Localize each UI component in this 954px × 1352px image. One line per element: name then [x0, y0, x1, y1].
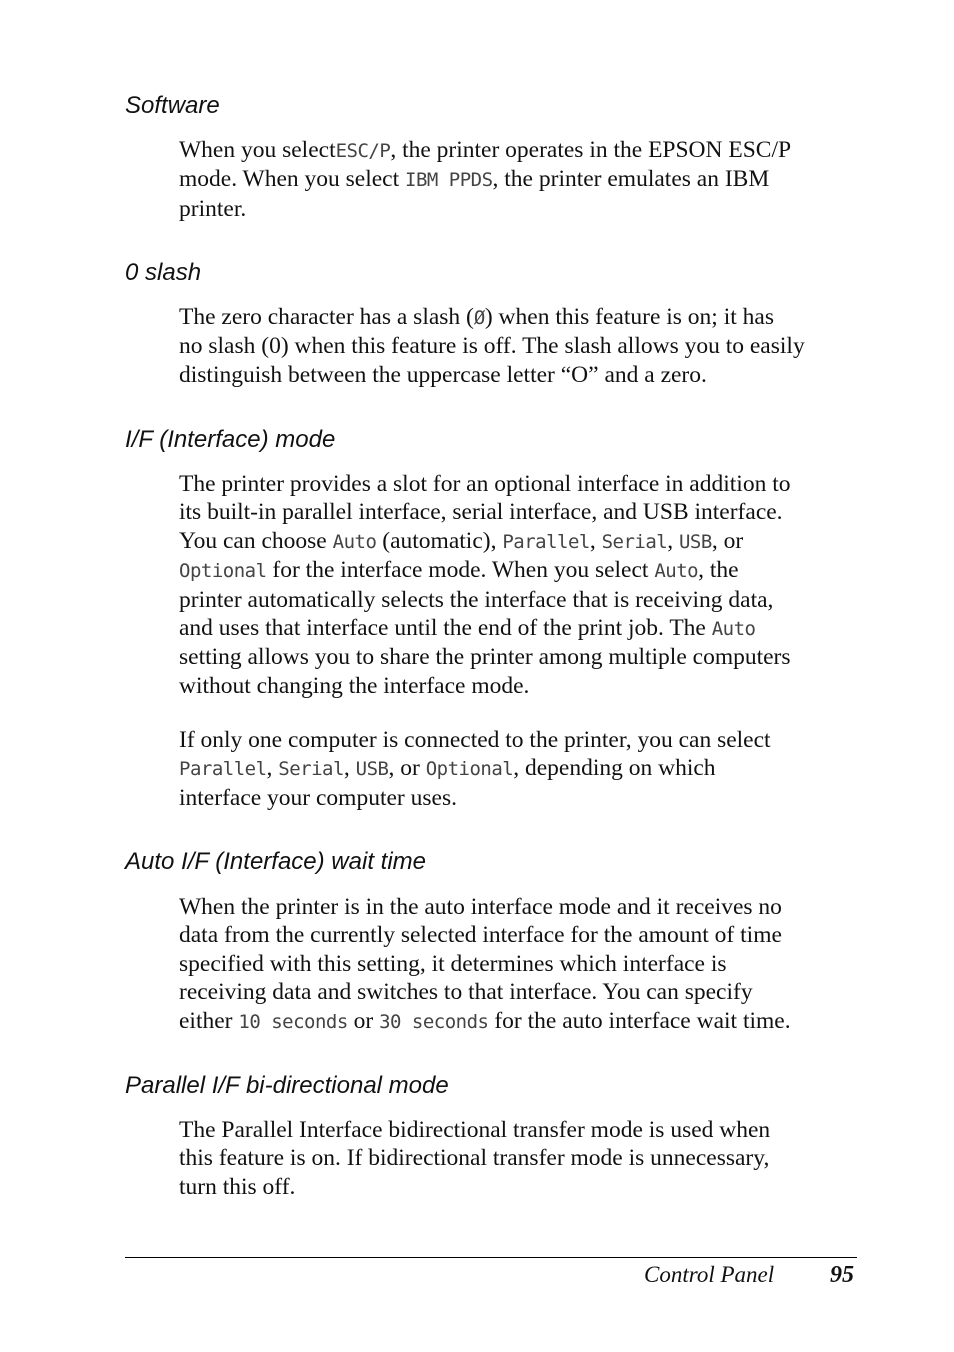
body-text: , [343, 755, 356, 782]
body-text: When the printer is in the auto interface mode and it receives no [179, 894, 782, 920]
section-body-zero-slash [179, 303, 869, 389]
body-text: , depending on which [513, 755, 716, 782]
body-text: distinguish between the uppercase letter “O” and a zero. [179, 361, 707, 388]
body-text: printer automatically selects the interface that is receiving data, [179, 586, 774, 613]
setting-value: Auto [332, 530, 377, 553]
body-text: , [266, 755, 279, 782]
setting-value: Optional [179, 560, 267, 583]
section-body-software [179, 136, 869, 223]
section-body-interface-mode [179, 470, 869, 700]
body-text: or [347, 1007, 380, 1034]
setting-value: USB [678, 530, 712, 553]
body-text: specified with this setting, it determines which interface is [179, 950, 727, 977]
body-text: The zero character has a slash ( [179, 304, 474, 330]
body-text: If only one computer is connected to the printer, you can select [179, 727, 771, 753]
body-text: interface your computer uses. [179, 784, 457, 811]
setting-value: Ø [473, 307, 485, 329]
body-text: either [179, 1007, 239, 1034]
section-heading-interface-mode: I/F (Interface) mode [125, 426, 336, 453]
body-text: , the printer emulates an IBM [492, 166, 770, 193]
setting-value: Serial [601, 530, 668, 553]
footer-rule [125, 1257, 857, 1258]
body-text: The printer provides a slot for an optional interface in addition to [179, 471, 791, 497]
body-text: When you select [179, 137, 336, 163]
setting-value: Serial [278, 758, 344, 781]
section-heading-parallel-bidirectional: Parallel I/F bi-directional mode [125, 1072, 449, 1099]
body-text: , or [711, 527, 744, 554]
setting-value: Parallel [502, 530, 590, 553]
body-text: (automatic), [376, 527, 503, 554]
body-text: turn this off. [179, 1173, 296, 1200]
body-text: The Parallel Interface bidirectional transfer mode is used when [179, 1117, 771, 1143]
body-text: printer. [179, 195, 247, 222]
body-text: , the [698, 557, 739, 584]
body-text: , [589, 527, 602, 554]
setting-value: Auto [654, 560, 699, 583]
setting-value: Auto [711, 618, 756, 641]
section-body-parallel-bidirectional [179, 1116, 869, 1201]
body-text: its built-in parallel interface, serial interface, and USB interface. [179, 499, 783, 526]
setting-value: IBM PPDS [405, 169, 493, 192]
setting-value: Optional [425, 758, 514, 781]
setting-value: 30 seconds [379, 1010, 489, 1033]
body-text: no slash (0) when this feature is off. The slash allows you to easily [179, 333, 805, 360]
body-text: mode. When you select [179, 166, 406, 193]
body-text: setting allows you to share the printer among multiple computers [179, 644, 791, 671]
body-text: You can choose [179, 527, 333, 554]
setting-value: Parallel [179, 758, 267, 781]
footer-label: Control Panel [644, 1262, 775, 1287]
body-text: ) when this feature is on; it has [484, 304, 774, 330]
section-heading-auto-wait-time: Auto I/F (Interface) wait time [125, 848, 426, 875]
body-text: data from the currently selected interface for the amount of time [179, 922, 782, 949]
body-text: for the interface mode. When you select [266, 557, 655, 584]
body-text: this feature is on. If bidirectional transfer mode is unnecessary, [179, 1145, 770, 1172]
section-body-auto-wait-time [179, 893, 869, 1036]
setting-value: USB [355, 758, 389, 781]
setting-value: ESC/P [335, 140, 391, 162]
section-heading-zero-slash: 0 slash [125, 259, 202, 286]
body-text: , [667, 527, 679, 554]
body-text: and uses that interface until the end of the print job. The [179, 615, 712, 642]
setting-value: 10 seconds [238, 1010, 348, 1033]
page-number: 95 [830, 1262, 854, 1288]
section-body-interface-mode-note [179, 726, 869, 812]
body-text: receiving data and switches to that interface. You can specify [179, 979, 753, 1006]
section-heading-software: Software [125, 92, 220, 119]
body-text: without changing the interface mode. [179, 672, 530, 699]
body-text: , the printer operates in the EPSON ESC/P [390, 137, 792, 163]
body-text: for the auto interface wait time. [488, 1007, 791, 1034]
body-text: , or [388, 755, 426, 782]
